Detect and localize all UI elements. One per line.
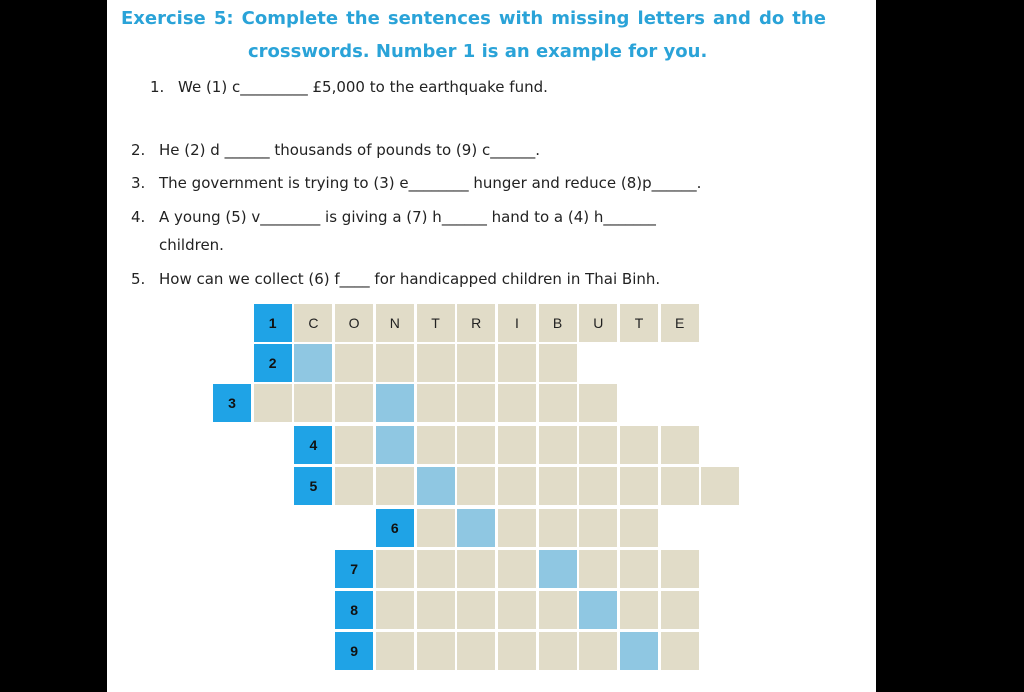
letter-cell[interactable] xyxy=(335,384,373,422)
letter-cell[interactable] xyxy=(539,467,577,505)
clue-number-cell: 8 xyxy=(335,591,373,629)
exercise-title-line2: crosswords. Number 1 is an example for you. xyxy=(248,41,708,62)
clue-number-cell: 7 xyxy=(335,550,373,588)
sentence-text xyxy=(159,174,701,192)
letter-cell[interactable] xyxy=(457,591,495,629)
sentence-number: 5. xyxy=(131,270,146,288)
sentence-text xyxy=(159,270,660,288)
letter-cell[interactable] xyxy=(539,509,577,547)
letter-cell[interactable] xyxy=(579,426,617,464)
letter-cell[interactable] xyxy=(539,384,577,422)
letter-cell[interactable] xyxy=(498,426,536,464)
sentence-text xyxy=(159,141,540,159)
letter-cell[interactable] xyxy=(457,467,495,505)
keyword-cell[interactable] xyxy=(294,344,332,382)
letter-cell[interactable] xyxy=(579,467,617,505)
letter-cell[interactable] xyxy=(417,426,455,464)
letter-cell[interactable] xyxy=(376,467,414,505)
sentence-fragment: We (1) c xyxy=(178,78,241,96)
sentence-number: 4. xyxy=(131,208,146,226)
letter-cell[interactable] xyxy=(417,344,455,382)
clue-number-cell: 5 xyxy=(294,467,332,505)
sentence-number: 1. xyxy=(150,78,165,96)
keyword-cell[interactable] xyxy=(620,632,658,670)
letter-cell[interactable] xyxy=(376,632,414,670)
letter-cell[interactable] xyxy=(701,467,739,505)
letter-cell[interactable] xyxy=(376,591,414,629)
letter-cell[interactable] xyxy=(457,632,495,670)
exercise-title-line1 xyxy=(121,8,826,29)
answer-blank[interactable]: ______ xyxy=(441,208,487,226)
letter-cell[interactable] xyxy=(335,344,373,382)
sentence-number: 2. xyxy=(131,141,146,159)
letter-cell[interactable]: E xyxy=(661,304,699,342)
sentence-fragment: . xyxy=(535,141,540,159)
sentence-fragment: thousands of pounds to (9) c xyxy=(269,141,491,159)
title-word: letters xyxy=(637,8,705,29)
sentence-fragment: He (2) d xyxy=(159,141,225,159)
answer-blank[interactable]: ______ xyxy=(490,141,536,159)
letter-cell[interactable] xyxy=(417,591,455,629)
letter-cell[interactable] xyxy=(457,550,495,588)
letter-cell[interactable]: O xyxy=(335,304,373,342)
title-word: the xyxy=(346,8,380,29)
sentence-fragment: £5,000 to the earthquake fund. xyxy=(307,78,548,96)
sentence-text xyxy=(178,78,548,96)
letter-cell[interactable] xyxy=(498,550,536,588)
sentence-number: 3. xyxy=(131,174,146,192)
keyword-cell[interactable] xyxy=(376,384,414,422)
sentence-fragment: A young (5) v xyxy=(159,208,261,226)
letter-cell[interactable]: B xyxy=(539,304,577,342)
letter-cell[interactable] xyxy=(376,344,414,382)
letter-cell[interactable]: T xyxy=(417,304,455,342)
sentence-text xyxy=(159,208,656,226)
keyword-cell[interactable] xyxy=(457,509,495,547)
keyword-cell[interactable] xyxy=(539,550,577,588)
letter-cell[interactable] xyxy=(498,467,536,505)
clue-number-cell: 9 xyxy=(335,632,373,670)
letter-cell[interactable] xyxy=(620,426,658,464)
letter-cell[interactable] xyxy=(417,509,455,547)
letter-cell[interactable] xyxy=(620,509,658,547)
letter-cell[interactable] xyxy=(294,384,332,422)
sentence-text xyxy=(159,236,224,254)
keyword-cell[interactable] xyxy=(579,591,617,629)
answer-blank[interactable]: ____ xyxy=(339,270,370,288)
letter-cell[interactable] xyxy=(498,591,536,629)
title-word: 5: xyxy=(213,8,234,29)
letter-cell[interactable] xyxy=(498,509,536,547)
title-word: missing xyxy=(551,8,630,29)
title-word: and xyxy=(713,8,751,29)
sentence-fragment: for handicapped children in Thai Binh. xyxy=(369,270,661,288)
letter-cell[interactable] xyxy=(661,467,699,505)
letter-cell[interactable] xyxy=(457,344,495,382)
letter-cell[interactable] xyxy=(661,426,699,464)
letter-cell[interactable] xyxy=(579,509,617,547)
sentence-fragment: hunger and reduce (8)p xyxy=(468,174,652,192)
letter-cell[interactable]: N xyxy=(376,304,414,342)
letter-cell[interactable]: U xyxy=(579,304,617,342)
letter-cell[interactable]: T xyxy=(620,304,658,342)
letter-cell[interactable] xyxy=(620,550,658,588)
title-word: Exercise xyxy=(121,8,206,29)
keyword-cell[interactable] xyxy=(417,467,455,505)
sentence-fragment: children. xyxy=(159,236,224,254)
letter-cell[interactable]: I xyxy=(498,304,536,342)
answer-blank[interactable]: _______ xyxy=(603,208,656,226)
clue-number-cell: 4 xyxy=(294,426,332,464)
answer-blank[interactable]: ________ xyxy=(408,174,469,192)
letter-cell[interactable] xyxy=(539,632,577,670)
title-word: sentences xyxy=(387,8,491,29)
title-word: Complete xyxy=(241,8,339,29)
letter-cell[interactable]: R xyxy=(457,304,495,342)
letter-cell[interactable] xyxy=(498,384,536,422)
sentence-fragment: The government is trying to (3) e xyxy=(159,174,409,192)
clue-number-cell: 3 xyxy=(213,384,251,422)
letter-cell[interactable] xyxy=(579,384,617,422)
worksheet-page xyxy=(107,0,876,692)
sentence-fragment: is giving a (7) h xyxy=(320,208,442,226)
keyword-cell[interactable]: C xyxy=(294,304,332,342)
letter-cell[interactable] xyxy=(457,384,495,422)
letter-cell[interactable] xyxy=(661,550,699,588)
sentence-fragment: . xyxy=(696,174,702,192)
letter-cell[interactable] xyxy=(335,467,373,505)
clue-number-cell: 1 xyxy=(254,304,292,342)
title-word: with xyxy=(498,8,544,29)
letter-cell[interactable] xyxy=(661,591,699,629)
letter-cell[interactable] xyxy=(539,426,577,464)
sentence-fragment: How can we collect (6) f xyxy=(159,270,340,288)
answer-blank[interactable]: ______ xyxy=(224,141,270,159)
letter-cell[interactable] xyxy=(417,632,455,670)
clue-number-cell: 6 xyxy=(376,509,414,547)
letter-cell[interactable] xyxy=(417,550,455,588)
letter-cell[interactable] xyxy=(539,344,577,382)
letter-cell[interactable] xyxy=(620,591,658,629)
letter-cell[interactable] xyxy=(620,467,658,505)
letter-cell[interactable] xyxy=(498,344,536,382)
letter-cell[interactable] xyxy=(579,632,617,670)
letter-cell[interactable] xyxy=(579,550,617,588)
letter-cell[interactable] xyxy=(417,384,455,422)
answer-blank[interactable]: _________ xyxy=(240,78,308,96)
letter-cell[interactable] xyxy=(254,384,292,422)
letter-cell[interactable] xyxy=(661,632,699,670)
letter-cell[interactable] xyxy=(376,550,414,588)
letter-cell[interactable] xyxy=(335,426,373,464)
letter-cell[interactable] xyxy=(498,632,536,670)
sentence-fragment: hand to a (4) h xyxy=(486,208,604,226)
letter-cell[interactable] xyxy=(539,591,577,629)
answer-blank[interactable]: ________ xyxy=(260,208,321,226)
keyword-cell[interactable] xyxy=(376,426,414,464)
title-word: do xyxy=(758,8,785,29)
letter-cell[interactable] xyxy=(457,426,495,464)
clue-number-cell: 2 xyxy=(254,344,292,382)
answer-blank[interactable]: ______ xyxy=(651,174,697,192)
title-word: the xyxy=(792,8,826,29)
